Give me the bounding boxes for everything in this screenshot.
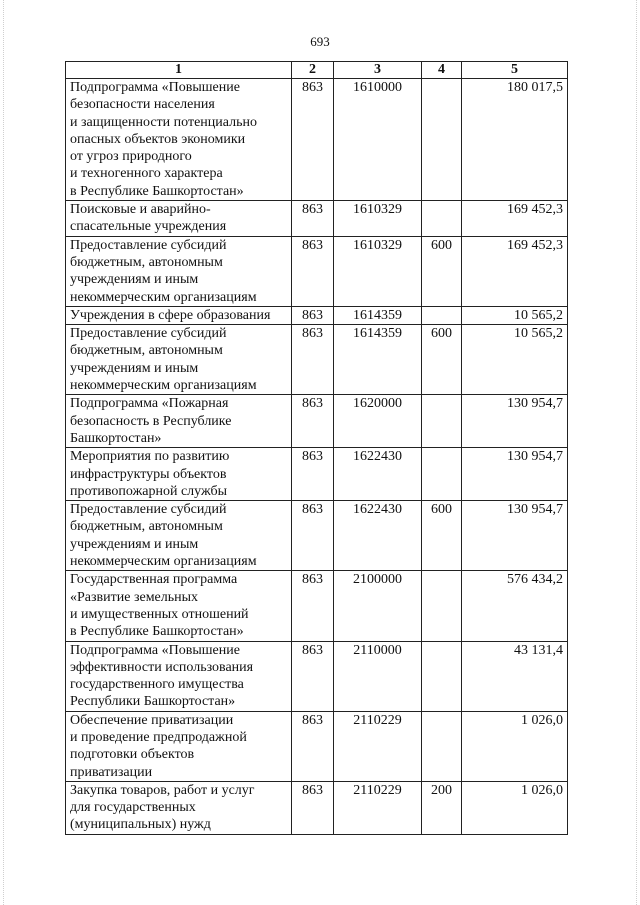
column-header-department: 2 — [292, 62, 334, 79]
row-name-line: некоммерческим организациям — [70, 554, 257, 570]
row-name-line: подготовки объектов — [70, 747, 195, 763]
row-name-line: безопасности населения — [70, 97, 215, 113]
row-name-line: государственного имущества — [70, 677, 244, 693]
row-target-article-code: 1622430 — [334, 448, 422, 501]
row-name-line: и проведение предпродажной — [70, 729, 247, 745]
budget-table — [65, 61, 568, 835]
row-department-code: 863 — [292, 781, 334, 834]
row-department-code: 863 — [292, 571, 334, 641]
row-expense-type-code — [422, 395, 462, 448]
row-amount: 43 131,4 — [462, 641, 568, 711]
row-name-line: от угроз природного — [70, 149, 192, 165]
row-expense-type-code: 600 — [422, 325, 462, 395]
row-amount: 10 565,2 — [462, 325, 568, 395]
row-name-cell — [66, 641, 292, 711]
row-expense-type-code — [422, 79, 462, 201]
row-name-line: в Республике Башкортостан» — [70, 183, 244, 199]
row-department-code: 863 — [292, 395, 334, 448]
row-name-line: бюджетным, автономным — [70, 519, 223, 535]
row-name-line: и защищенности потенциально — [70, 114, 257, 130]
row-expense-type-code — [422, 201, 462, 237]
row-name-line: Мероприятия по развитию — [70, 449, 230, 465]
row-amount: 169 452,3 — [462, 236, 568, 306]
row-department-code: 863 — [292, 201, 334, 237]
row-name-cell — [66, 571, 292, 641]
row-amount: 130 954,7 — [462, 448, 568, 501]
row-name-cell — [66, 306, 292, 324]
row-name-line: (муниципальных) нужд — [70, 817, 211, 833]
row-target-article-code: 1610329 — [334, 236, 422, 306]
row-name-line: Предоставление субсидий — [70, 237, 227, 253]
table-row — [66, 571, 568, 641]
row-target-article-code: 1614359 — [334, 325, 422, 395]
row-expense-type-code — [422, 711, 462, 781]
row-department-code: 863 — [292, 325, 334, 395]
row-name-cell — [66, 711, 292, 781]
table-header — [66, 62, 568, 79]
table-row — [66, 201, 568, 237]
row-name-cell — [66, 395, 292, 448]
row-department-code: 863 — [292, 79, 334, 201]
row-name-cell — [66, 781, 292, 834]
row-expense-type-code: 600 — [422, 501, 462, 571]
row-amount: 130 954,7 — [462, 501, 568, 571]
table-row — [66, 325, 568, 395]
row-name-line: спасательные учреждения — [70, 219, 227, 235]
row-target-article-code: 2110229 — [334, 711, 422, 781]
row-name-line: бюджетным, автономным — [70, 254, 223, 270]
table-row — [66, 501, 568, 571]
row-department-code: 863 — [292, 501, 334, 571]
row-target-article-code: 1614359 — [334, 306, 422, 324]
column-header-name: 1 — [66, 62, 292, 79]
row-name-line: приватизации — [70, 764, 153, 780]
row-target-article-code: 1610329 — [334, 201, 422, 237]
row-name-cell — [66, 325, 292, 395]
row-amount: 1 026,0 — [462, 711, 568, 781]
row-amount: 180 017,5 — [462, 79, 568, 201]
row-name-line: учреждениям и иным — [70, 536, 199, 552]
row-department-code: 863 — [292, 641, 334, 711]
row-target-article-code: 2110000 — [334, 641, 422, 711]
row-department-code: 863 — [292, 306, 334, 324]
table-row — [66, 395, 568, 448]
row-name-line: Подпрограмма «Пожарная — [70, 396, 229, 412]
row-target-article-code: 1620000 — [334, 395, 422, 448]
column-header-expense-type: 4 — [422, 62, 462, 79]
row-expense-type-code — [422, 448, 462, 501]
row-name-line: безопасность в Республике — [70, 413, 232, 429]
row-amount: 1 026,0 — [462, 781, 568, 834]
row-expense-type-code — [422, 306, 462, 324]
table-row — [66, 781, 568, 834]
row-name-line: некоммерческим организациям — [70, 378, 257, 394]
row-amount: 10 565,2 — [462, 306, 568, 324]
row-name-line: Государственная программа — [70, 572, 238, 588]
row-name-line: учреждениям и иным — [70, 272, 199, 288]
row-name-cell — [66, 79, 292, 201]
row-name-line: Подпрограмма «Повышение — [70, 642, 240, 658]
row-name-line: и имущественных отношений — [70, 606, 249, 622]
row-name-line: Предоставление субсидий — [70, 326, 227, 342]
row-name-line: эффективности использования — [70, 659, 254, 675]
row-expense-type-code — [422, 641, 462, 711]
column-header-amount: 5 — [462, 62, 568, 79]
table-row — [66, 641, 568, 711]
row-name-line: учреждениям и иным — [70, 360, 199, 376]
row-target-article-code: 2110229 — [334, 781, 422, 834]
row-name-line: и техногенного характера — [70, 166, 223, 182]
page-number: 693 — [310, 34, 330, 49]
table-row — [66, 448, 568, 501]
table-row — [66, 306, 568, 324]
row-name-line: инфраструктуры объектов — [70, 466, 227, 482]
row-target-article-code: 2100000 — [334, 571, 422, 641]
table-row — [66, 711, 568, 781]
row-amount: 130 954,7 — [462, 395, 568, 448]
table-body — [66, 79, 568, 835]
row-expense-type-code — [422, 571, 462, 641]
row-name-cell — [66, 236, 292, 306]
row-name-line: в Республике Башкортостан» — [70, 624, 244, 640]
scan-edge-left — [3, 0, 4, 905]
table-row — [66, 236, 568, 306]
row-name-line: Предоставление субсидий — [70, 502, 227, 518]
row-department-code: 863 — [292, 236, 334, 306]
row-name-line: противопожарной службы — [70, 483, 227, 499]
row-name-line: для государственных — [70, 800, 196, 816]
row-department-code: 863 — [292, 448, 334, 501]
row-name-line: опасных объектов экономики — [70, 131, 246, 147]
row-name-line: некоммерческим организациям — [70, 289, 257, 305]
row-amount: 169 452,3 — [462, 201, 568, 237]
row-name-line: Поисковые и аварийно- — [70, 202, 211, 218]
row-name-cell — [66, 448, 292, 501]
table-row — [66, 79, 568, 201]
row-name-line: Закупка товаров, работ и услуг — [70, 782, 255, 798]
row-expense-type-code: 200 — [422, 781, 462, 834]
row-amount: 576 434,2 — [462, 571, 568, 641]
row-target-article-code: 1610000 — [334, 79, 422, 201]
scan-edge-right — [636, 0, 637, 905]
row-target-article-code: 1622430 — [334, 501, 422, 571]
row-name-line: бюджетным, автономным — [70, 343, 223, 359]
row-name-cell — [66, 201, 292, 237]
row-name-line: Республики Башкортостан» — [70, 694, 236, 710]
header-row — [66, 62, 568, 79]
row-expense-type-code: 600 — [422, 236, 462, 306]
row-name-line: Башкортостан» — [70, 430, 162, 446]
row-name-cell — [66, 501, 292, 571]
row-department-code: 863 — [292, 711, 334, 781]
row-name-line: Обеспечение приватизации — [70, 712, 234, 728]
row-name-line: Учреждения в сфере образования — [70, 307, 271, 323]
column-header-target-article: 3 — [334, 62, 422, 79]
row-name-line: «Развитие земельных — [70, 589, 199, 605]
row-name-line: Подпрограмма «Повышение — [70, 80, 240, 95]
